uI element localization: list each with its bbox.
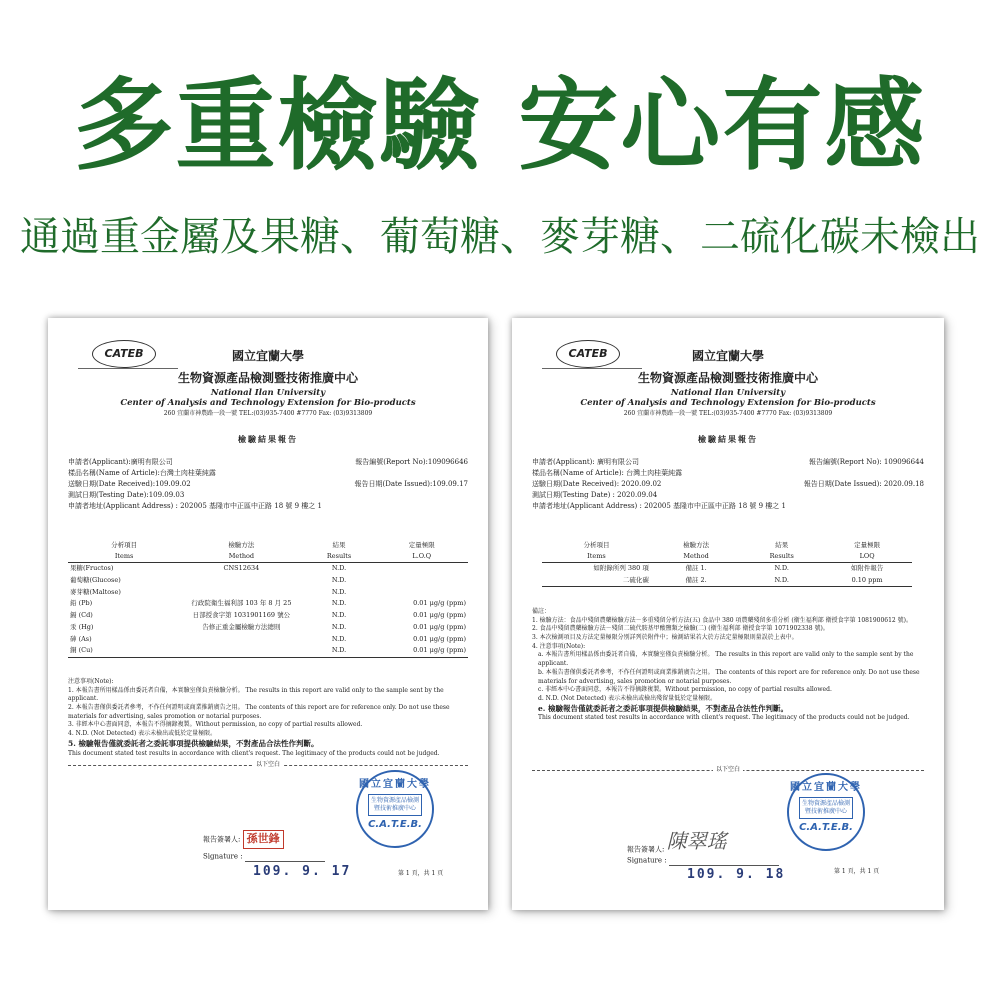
loq xyxy=(376,562,468,574)
item: 汞 (Hg) xyxy=(70,622,94,631)
table-row xyxy=(542,574,912,586)
item: 鉛 (Pb) xyxy=(70,599,93,608)
method: 告修正重金屬檢驗方法總則 xyxy=(202,622,281,631)
loq: 0.10 ppm xyxy=(822,574,912,586)
table-row xyxy=(68,633,468,645)
applicant-address: 申請者地址(Applicant Address) : 202005 基隆市中正區中正路 18 號 9 樓之 1 xyxy=(532,502,786,510)
col-results-zh: 結果 xyxy=(332,541,346,549)
table-row xyxy=(68,610,468,622)
note-5-en: This document stated test results in accordance with client's request. The legitimacy of the products could not be judged. xyxy=(68,749,440,757)
seal-bottom-text: C.A.T.E.B. xyxy=(368,818,422,830)
col-method-zh: 檢驗方法 xyxy=(228,541,255,549)
result: N.D. xyxy=(331,564,347,573)
university-name-zh: 國立宜蘭大學 xyxy=(231,349,304,363)
method: 日部授食字第 1031901169 號公 xyxy=(192,611,291,620)
result: N.D. xyxy=(774,564,789,573)
university-name-zh: 國立宜蘭大學 xyxy=(691,349,764,363)
test-report-pesticides xyxy=(512,318,944,910)
method: 備註 1. xyxy=(685,564,707,573)
article-name: 樣品名稱(Name of Article): 台灣土肉桂葉純露 xyxy=(532,469,683,477)
handwritten-signature: 陳翠瑤 xyxy=(666,829,727,853)
method: 備註 2. xyxy=(651,574,741,586)
center-address: 260 宜蘭市神農路一段一號 TEL:(03)935-7400 #7770 Fax: (03)9313809 xyxy=(163,410,373,417)
loq: 0.01 μg/g (ppm) xyxy=(376,645,468,657)
note-d: d. N.D. (Not Detected) 表示未檢出或檢出殘留量低於定量極限。 xyxy=(538,694,717,702)
note-1: 1. 本報告書所用樣品係由委託者自備，本實驗室僅負責檢驗分析。 The results in this report are valid only to the sample sent by the applicant. xyxy=(68,686,444,703)
report-meta xyxy=(532,458,924,513)
page-number: 第 1 頁，共 1 頁 xyxy=(398,870,444,877)
col-results: Results xyxy=(303,551,376,562)
center-name-zh: 生物資源產品檢測暨技術推廣中心 xyxy=(637,371,818,385)
signature-line xyxy=(669,855,779,866)
seal-mid-text: 生物資源產品檢測暨技術推廣中心 xyxy=(368,794,422,816)
seal-bottom-text: C.A.T.E.B. xyxy=(799,821,853,833)
note-5: 5. 檢驗報告僅就委託者之委託事項提供檢驗結果，不對產品合法性作判斷。 xyxy=(68,738,319,748)
seal-mid-text: 生物資源產品檢測暨技術推廣中心 xyxy=(799,797,853,819)
remark-3: 3. 本次檢測項目及方法定量極限分別詳列於附件中；檢測結果若大於方法定量極限則量誤於上表中。 xyxy=(532,634,798,642)
subheadline: 通過重金屬及果糖、葡萄糖、麥芽糖、二硫化碳未檢出 xyxy=(20,214,980,260)
col-loq-zh: 定量極限 xyxy=(854,541,881,549)
center-address: 260 宜蘭市神農路一段一號 TEL:(03)935-7400 #7770 Fax: (03)9313809 xyxy=(623,410,833,417)
signer-label: 報告簽署人: xyxy=(203,835,241,844)
table-row xyxy=(68,574,468,586)
results-table xyxy=(68,540,468,658)
university-name-en: National Ilan University xyxy=(210,388,326,398)
report-title: 檢驗結果報告 xyxy=(238,434,298,444)
table-row xyxy=(542,562,912,574)
item: 果糖(Fructos) xyxy=(70,564,114,573)
table-row xyxy=(68,621,468,633)
loq: 如附件報告 xyxy=(850,564,884,573)
report-title: 檢驗結果報告 xyxy=(698,434,758,444)
notes-title: 4. 注意事項(Note): xyxy=(532,642,586,650)
result: N.D. xyxy=(303,645,376,657)
item: 二硫化碳 xyxy=(542,574,651,586)
loq: 0.01 μg/g (ppm) xyxy=(413,622,466,631)
table-row xyxy=(68,598,468,610)
notes-title: 注意事項(Note): xyxy=(68,678,114,685)
item: 麥芽糖(Maltose) xyxy=(70,587,121,596)
date-stamp: 109. 9. 18 xyxy=(687,867,786,882)
signer-stamp: 孫世鋒 xyxy=(243,830,284,849)
note-2: 2. 本報告書僅供委託者參考，不作任何證明或商業推銷廣告之用。 The contents of this report are for reference only. Do not use these materials for advertising, sales promotion or notarial purposes. xyxy=(68,704,450,720)
signature-block xyxy=(627,828,779,866)
date-stamp: 109. 9. 17 xyxy=(253,864,352,879)
method: CNS12634 xyxy=(223,564,260,573)
applicant: 申請者(Applicant): 廣明有限公司 xyxy=(532,458,639,466)
method xyxy=(180,574,302,586)
signer-label: 報告簽署人: xyxy=(627,845,665,854)
col-loq-zh: 定量極限 xyxy=(408,541,435,549)
testing-date: 測試日期(Testing Date):109.09.03 xyxy=(68,491,185,499)
col-method: Method xyxy=(651,551,741,562)
item: 如附錄所列 380 項 xyxy=(593,564,649,573)
testing-date: 測試日期(Testing Date) : 2020.09.04 xyxy=(532,491,658,499)
date-received: 送驗日期(Date Received): 2020.09.02 xyxy=(532,480,662,488)
result: N.D. xyxy=(331,611,347,620)
result: N.D. xyxy=(331,575,347,584)
applicant: 申請者(Applicant):廣明有限公司 xyxy=(68,458,173,466)
col-results: Results xyxy=(741,551,822,562)
remarks-section xyxy=(532,608,924,723)
applicant-address: 申請者地址(Applicant Address) : 202005 基隆市中正區中正路 18 號 9 樓之 1 xyxy=(68,502,322,510)
item: 鎘 (Cd) xyxy=(70,611,93,620)
result: N.D. xyxy=(331,634,347,643)
official-seal xyxy=(787,773,865,851)
notes-section xyxy=(68,678,468,758)
result: N.D. xyxy=(741,574,822,586)
note-e-en: This document stated test results in accordance with client's request. The legitimacy of the products could not be judged. xyxy=(538,714,910,722)
col-loq: LOQ xyxy=(822,551,912,562)
method xyxy=(180,633,302,645)
method xyxy=(180,586,302,598)
seal-top-text: 國立宜蘭大學 xyxy=(359,779,431,790)
method: 行政院衛生福利部 103 年 8 月 25 xyxy=(191,599,292,608)
loq: 0.01 μg/g (ppm) xyxy=(413,634,466,643)
center-name-en: Center of Analysis and Technology Extension for Bio-products xyxy=(580,398,876,408)
result: N.D. xyxy=(331,599,347,608)
blank-label: 以下空白 xyxy=(68,761,468,769)
loq: 0.01 μg/g (ppm) xyxy=(413,611,466,620)
table-row xyxy=(68,645,468,657)
col-items-zh: 分析項目 xyxy=(111,541,138,549)
col-items: Items xyxy=(68,551,180,562)
end-divider xyxy=(532,766,924,773)
center-name-zh: 生物資源產品檢測暨技術推廣中心 xyxy=(177,371,358,385)
results-table xyxy=(542,540,912,587)
note-e: e. 檢驗報告僅就委託者之委託事項提供檢驗結果，不對產品合法性作判斷。 xyxy=(538,703,788,713)
table-row xyxy=(68,586,468,598)
date-issued: 報告日期(Date Issued):109.09.17 xyxy=(354,480,468,488)
signature-label: Signature : xyxy=(203,852,243,861)
item: 銅 (Cu) xyxy=(68,645,180,657)
test-report-heavy-metals xyxy=(48,318,488,910)
col-method: Method xyxy=(180,551,302,562)
note-b: b. 本報告書僅供委託者參考，不作任何證明或商業推銷廣告之用。 The contents of this report are for reference only. Do not use these materials for advertising, sales promotion or notarial purposes. xyxy=(538,668,920,685)
end-divider xyxy=(68,761,468,768)
col-method-zh: 檢驗方法 xyxy=(683,541,710,549)
headline: 多重檢驗 安心有感 xyxy=(73,67,927,184)
col-results-zh: 結果 xyxy=(775,541,789,549)
blank-label: 以下空白 xyxy=(532,766,924,774)
note-3: 3. 非經本中心書面同意，本報告不得摘錄複製。Without permission, no copy of partial results allowed. xyxy=(68,721,363,729)
article-name: 樣品名稱(Name of Article):台灣土肉桂葉純露 xyxy=(68,469,216,477)
signature-line xyxy=(245,851,325,862)
page-number: 第 1 頁，共 1 頁 xyxy=(834,868,880,875)
result: N.D. xyxy=(331,587,347,596)
item: 砷 (As) xyxy=(70,634,92,643)
col-items-zh: 分析項目 xyxy=(583,541,610,549)
method xyxy=(180,645,302,657)
report-number: 報告編號(Report No): 109096644 xyxy=(809,458,924,466)
official-seal xyxy=(356,770,434,848)
remark-1: 1. 檢驗方法：食品中殘留農藥檢驗方法－多重殘留分析方法(五) 食品中 380 項農藥殘留多重分析 (衛生福利部 衛授食字第 1081900612 號)。 xyxy=(532,616,912,624)
cateb-logo: CATEB xyxy=(556,340,620,368)
center-name-en: Center of Analysis and Technology Extension for Bio-products xyxy=(120,398,416,408)
note-a: a. 本報告書所用樣品係由委託者自備，本實驗室僅負責檢驗分析。 The results in this report are valid only to the sample sent by the applicant. xyxy=(538,651,914,668)
signature-block xyxy=(203,830,325,862)
col-items: Items xyxy=(542,551,651,562)
remark-2: 2. 食品中殘留農藥檢驗方法－殘留二硫代胺基甲酸鹽類之檢驗(二) (衛生福利部 衛授食字第 1071902338 號)。 xyxy=(532,625,829,633)
cateb-logo: CATEB xyxy=(92,340,156,368)
signature-label: Signature : xyxy=(627,856,667,865)
loq: 0.01 μg/g (ppm) xyxy=(413,599,466,608)
loq xyxy=(376,586,468,598)
seal-top-text: 國立宜蘭大學 xyxy=(790,782,862,793)
university-name-en: National Ilan University xyxy=(670,388,786,398)
loq xyxy=(376,574,468,586)
date-issued: 報告日期(Date Issued): 2020.09.18 xyxy=(803,480,924,488)
item: 葡萄糖(Glucose) xyxy=(70,575,121,584)
report-number: 報告編號(Report No):109096646 xyxy=(355,458,468,466)
result: N.D. xyxy=(331,622,347,631)
remarks-title: 備註： xyxy=(532,608,551,615)
col-loq: L.O.Q xyxy=(376,551,468,562)
note-c: c. 非經本中心書面同意，本報告不得摘錄複製。Without permission, no copy of partial results allowed. xyxy=(538,686,832,694)
table-row xyxy=(68,562,468,574)
date-received: 送驗日期(Date Received):109.09.02 xyxy=(68,480,191,488)
note-4: 4. N.D. (Not Detected) 表示未檢出或低於定量極限。 xyxy=(68,730,217,738)
report-meta xyxy=(68,458,468,513)
